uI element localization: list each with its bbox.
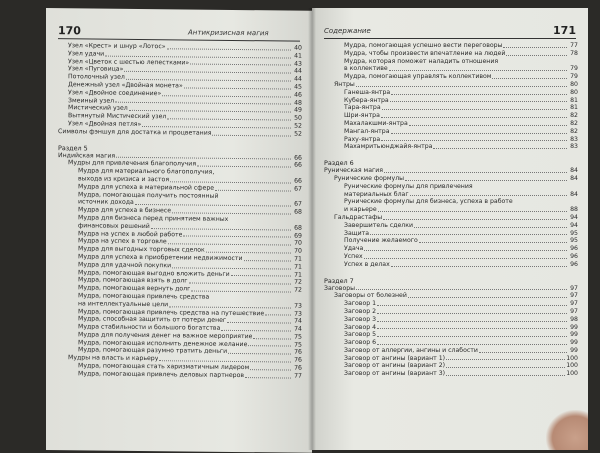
toc-entry-page: 71 bbox=[294, 255, 302, 263]
toc-entry-page: 73 bbox=[294, 302, 302, 310]
dot-leader bbox=[377, 321, 567, 322]
dot-leader bbox=[377, 344, 567, 345]
dot-leader bbox=[162, 95, 291, 97]
dot-leader bbox=[190, 64, 291, 66]
toc-entry-title: Заговор от ангины (вариант 2) bbox=[344, 362, 446, 370]
toc-entry-title: Мудра, помогающая разумно тратить деньги bbox=[78, 346, 228, 356]
open-book bbox=[46, 8, 588, 450]
toc-entry-page: 82 bbox=[570, 112, 578, 120]
dot-leader bbox=[183, 236, 291, 238]
toc-entry-page: 70 bbox=[294, 239, 302, 248]
toc-entry-title: Рунические формулы для бизнеса, успеха в работе bbox=[344, 198, 513, 206]
toc-entry bbox=[324, 73, 578, 81]
toc-entry-title: Гальдрастафы bbox=[334, 213, 383, 221]
toc-entry bbox=[324, 143, 578, 151]
toc-entry-title: Заговор 5 bbox=[344, 331, 377, 339]
toc-entry-page: 100 bbox=[566, 362, 578, 370]
toc-entry-page: 96 bbox=[570, 245, 578, 253]
toc-entry-page: 40 bbox=[294, 44, 302, 52]
dot-leader bbox=[377, 305, 567, 306]
toc-entry bbox=[324, 339, 578, 347]
toc-entry bbox=[324, 128, 578, 136]
toc-entry bbox=[324, 97, 578, 105]
toc-entry-title: Мудра, помогающая взять в долг bbox=[78, 276, 188, 285]
toc-entry-title: Получение желаемого bbox=[344, 237, 418, 245]
toc-entry-page: 70 bbox=[294, 247, 302, 255]
page-number: 170 bbox=[58, 24, 81, 38]
toc-entry-title: Мудра, способная защитить от потери денег bbox=[78, 315, 227, 325]
toc-entry-page: 67 bbox=[294, 185, 302, 193]
dot-leader bbox=[378, 211, 567, 212]
toc-entry-page: 45 bbox=[294, 83, 302, 91]
dot-leader bbox=[184, 87, 291, 89]
toc-entry-page: 88 bbox=[570, 206, 578, 214]
toc-entry bbox=[324, 58, 578, 66]
dot-leader bbox=[390, 101, 567, 102]
toc-entry-title: Мудра на успех в любой работе bbox=[78, 229, 183, 238]
toc-entry-page: 81 bbox=[570, 96, 578, 104]
toc-entry-page: 95 bbox=[570, 229, 578, 237]
dot-leader bbox=[370, 234, 567, 235]
running-title: Антикризисная магия bbox=[188, 28, 269, 38]
toc-entry-title: Мудра для успеха в материальной сфере bbox=[78, 183, 215, 192]
toc-entry bbox=[324, 237, 578, 245]
spacer bbox=[324, 151, 578, 159]
toc-entry-title: Успех bbox=[344, 252, 363, 260]
toc-entry-title: Мудра, чтобы произвести впечатление на людей bbox=[344, 49, 506, 57]
toc-entry-page: 66 bbox=[294, 161, 302, 170]
toc-entry-page: 81 bbox=[570, 104, 578, 112]
toc-entry-title: Махалакшми-янтра bbox=[344, 119, 408, 127]
toc-entry-title: Мудра стабильности и большого богатства bbox=[78, 323, 221, 332]
toc-entry-page: 96 bbox=[570, 252, 578, 260]
dot-leader bbox=[377, 313, 567, 314]
toc-entry-page: 99 bbox=[570, 331, 578, 339]
toc-entry-title: Рунические формулы для привлечения bbox=[344, 182, 473, 190]
toc-entry-title: на интеллектуальные цели bbox=[78, 300, 169, 308]
toc-entry bbox=[58, 370, 302, 380]
dot-leader bbox=[197, 166, 291, 168]
toc-entry-page: 100 bbox=[566, 354, 578, 362]
toc-entry-title: Узел «Двойная петля» bbox=[68, 120, 142, 128]
toc-entry bbox=[324, 206, 578, 214]
toc-entry-page: 82 bbox=[570, 127, 578, 135]
dot-leader bbox=[410, 195, 567, 196]
toc-entry-page: 72 bbox=[294, 286, 302, 294]
dot-leader bbox=[405, 180, 567, 181]
toc-entry-page: 100 bbox=[566, 370, 578, 378]
dot-leader bbox=[356, 289, 567, 290]
toc-entry-title: Мудра, помогающая привлечь средства на путешествие bbox=[78, 307, 265, 317]
toc-entry-page: 84 bbox=[570, 174, 578, 182]
toc-entry-title: Мудра для успеха в бизнесе bbox=[78, 206, 172, 215]
dot-leader bbox=[191, 290, 291, 292]
dot-leader bbox=[364, 250, 567, 251]
dot-leader bbox=[142, 126, 291, 129]
toc-entry-title: Мудра на успех в торговле bbox=[78, 237, 167, 246]
dot-leader bbox=[159, 360, 291, 362]
dot-leader bbox=[419, 242, 567, 243]
spacer bbox=[324, 269, 578, 277]
left-page-header bbox=[58, 20, 300, 42]
toc-entry-title: Заговор 1 bbox=[344, 300, 377, 308]
toc-entry-title: Мудра для удачной покупки bbox=[78, 261, 172, 270]
toc-entry-page: 97 bbox=[570, 292, 578, 300]
toc-entry-title: Заговор 3 bbox=[344, 315, 377, 323]
dot-leader bbox=[212, 134, 291, 136]
toc-entry-title: Заговор от ангины (вариант 1) bbox=[344, 354, 446, 362]
toc-entry-title: Руническая магия bbox=[324, 167, 383, 175]
dot-leader bbox=[506, 55, 567, 56]
toc-entry bbox=[324, 347, 578, 355]
toc-entry bbox=[324, 175, 578, 183]
toc-entry-title: Вытянутый Мистический узел bbox=[68, 112, 167, 121]
toc-entry-page: 97 bbox=[570, 307, 578, 315]
dot-leader bbox=[189, 283, 291, 285]
toc-entry-page: 73 bbox=[294, 310, 302, 318]
toc-entry-title: Мистический узел bbox=[68, 104, 128, 113]
toc-entry-title: материальных благ bbox=[344, 190, 409, 198]
toc-entry bbox=[324, 362, 578, 370]
toc-entry-title: Янтры bbox=[334, 80, 355, 88]
toc-entry bbox=[324, 50, 578, 58]
toc-entry-title: Символы фэншуя для достатка и процветания bbox=[58, 127, 212, 137]
toc-entry-title: Шри-янтра bbox=[344, 112, 380, 120]
dot-leader bbox=[356, 86, 567, 87]
toc-entry-title: Индийская магия bbox=[58, 151, 116, 160]
toc-entry-title: Тара-янтра bbox=[344, 104, 381, 112]
toc-entry bbox=[324, 300, 578, 308]
dot-leader bbox=[265, 315, 291, 316]
toc-entry-page: 99 bbox=[570, 323, 578, 331]
toc-entry-page: 83 bbox=[570, 135, 578, 143]
dot-leader bbox=[228, 353, 291, 355]
toc-entry bbox=[324, 253, 578, 261]
toc-entry-page: 99 bbox=[570, 346, 578, 354]
toc-entry-title: Мудра, помогающая управлять коллективом bbox=[344, 73, 492, 81]
toc-entry-page: 76 bbox=[294, 356, 302, 364]
toc-entry-page: 75 bbox=[294, 341, 302, 349]
toc-entry-title: Мудра, помогающая получить постоянный bbox=[78, 190, 219, 200]
toc-entry-page: 49 bbox=[294, 106, 302, 115]
toc-entry bbox=[324, 331, 578, 339]
dot-leader bbox=[503, 47, 567, 48]
dot-leader bbox=[377, 336, 567, 337]
toc-entry-title: Мудра, помогающая успешно вести переговоры bbox=[344, 42, 503, 49]
toc-entry bbox=[324, 42, 578, 50]
toc-entry-title: Заговор от аллергии, ангины и слабости bbox=[344, 346, 478, 354]
right-page bbox=[312, 8, 588, 450]
toc-entry-title: Мудра, помогающая привлечь деловых партнеров bbox=[78, 370, 245, 379]
toc-entry-page: 72 bbox=[294, 278, 302, 286]
toc-entry-page: 74 bbox=[294, 325, 302, 333]
dot-leader bbox=[215, 189, 291, 191]
toc-entry-page: 68 bbox=[294, 224, 302, 232]
dot-leader bbox=[383, 219, 567, 220]
toc-entry bbox=[324, 370, 578, 378]
dot-leader bbox=[381, 117, 567, 118]
toc-entry-page: 99 bbox=[570, 339, 578, 347]
toc-entry-title: Завершитель сделки bbox=[344, 221, 414, 229]
toc-entry bbox=[324, 316, 578, 324]
dot-leader bbox=[167, 118, 291, 120]
toc-entry bbox=[324, 191, 578, 199]
toc-entry-page: 79 bbox=[570, 65, 578, 73]
toc-entry-page: 78 bbox=[570, 49, 578, 57]
toc-entry-title: Заговор 6 bbox=[344, 339, 377, 347]
toc-entry bbox=[324, 355, 578, 363]
toc-entry-title: Махамритьюнджайя-янтра bbox=[344, 143, 433, 151]
toc-entry bbox=[324, 112, 578, 120]
dot-leader bbox=[151, 228, 291, 230]
dot-leader bbox=[446, 359, 565, 360]
toc-entry-title: Удача bbox=[344, 245, 364, 253]
toc-entry-page: 71 bbox=[294, 271, 302, 279]
toc-entry-title: источник дохода bbox=[78, 198, 134, 207]
dot-leader bbox=[382, 109, 567, 110]
toc-entry-page: 83 bbox=[570, 143, 578, 151]
toc-entry-page: 71 bbox=[294, 263, 302, 271]
toc-entry-page: 77 bbox=[570, 42, 578, 49]
toc-entry-page: 48 bbox=[294, 99, 302, 107]
dot-leader bbox=[169, 306, 291, 308]
toc-entry bbox=[324, 89, 578, 97]
toc-entry bbox=[324, 136, 578, 144]
dot-leader bbox=[221, 330, 291, 332]
toc-entry-page: 94 bbox=[570, 213, 578, 221]
toc-entry-title: Узел «Двойное соединение» bbox=[68, 89, 162, 97]
dot-leader bbox=[377, 328, 567, 329]
toc-entry-title: Мудра для выгодных торговых сделок bbox=[78, 245, 205, 254]
toc-entry bbox=[324, 120, 578, 128]
toc-entry-page: 80 bbox=[570, 80, 578, 88]
section-heading: Раздел 5 bbox=[58, 143, 88, 152]
toc-entry-title: и карьере bbox=[344, 206, 377, 214]
toc-entry bbox=[324, 104, 578, 112]
dot-leader bbox=[253, 338, 291, 339]
toc-entry-page: 74 bbox=[294, 317, 302, 325]
toc-entry-page: 97 bbox=[570, 300, 578, 308]
toc-entry-title: Мудры на власть и карьеру bbox=[68, 354, 159, 363]
toc-list bbox=[58, 42, 302, 380]
dot-leader bbox=[245, 377, 291, 378]
toc-entry-title: Узел «Цветок с шестью лепестками» bbox=[68, 57, 190, 67]
toc-entry-title: в коллективе bbox=[344, 65, 388, 73]
toc-entry bbox=[324, 292, 578, 300]
left-page bbox=[46, 8, 312, 453]
toc-list bbox=[324, 42, 578, 378]
toc-entry-title: Защита bbox=[344, 229, 370, 237]
toc-entry-title: Змеиный узел bbox=[68, 96, 115, 105]
toc-entry-title: Мудра для бизнеса перед принятием важных bbox=[78, 214, 229, 223]
toc-entry-page: 52 bbox=[294, 122, 302, 130]
toc-entry-title: Мудра, помогающая исполнить денежное желание bbox=[78, 339, 248, 348]
toc-entry-title: Успех в делах bbox=[344, 260, 390, 268]
toc-entry bbox=[324, 261, 578, 269]
book-gutter bbox=[308, 8, 316, 450]
toc-entry bbox=[324, 222, 578, 230]
dot-leader bbox=[227, 322, 291, 324]
dot-leader bbox=[206, 252, 291, 254]
toc-entry-title: Заговор 4 bbox=[344, 323, 377, 331]
toc-entry bbox=[324, 65, 578, 73]
toc-entry bbox=[324, 230, 578, 238]
dot-leader bbox=[446, 375, 565, 376]
toc-entry bbox=[324, 308, 578, 316]
toc-entry-page: 82 bbox=[570, 119, 578, 127]
dot-leader bbox=[170, 181, 291, 183]
toc-entry-page: 97 bbox=[570, 284, 578, 292]
toc-entry-page: 77 bbox=[294, 372, 302, 380]
toc-entry-page: 44 bbox=[294, 67, 302, 76]
toc-entry-title: Мудра, помогающая стать харизматичным лидером bbox=[78, 362, 250, 372]
toc-entry-title: Раху-янтра bbox=[344, 135, 381, 143]
toc-entry-title: Мудры для привлечения благополучия bbox=[68, 159, 197, 168]
toc-entry-page: 84 bbox=[570, 190, 578, 198]
section-heading: Раздел 6 bbox=[324, 159, 354, 168]
running-title: Содержание bbox=[324, 27, 371, 35]
page-number: 171 bbox=[553, 24, 576, 37]
toc-entry-title: Мудра, помогающая вернуть долг bbox=[78, 284, 191, 293]
dot-leader bbox=[446, 367, 565, 368]
toc-entry-title: Узел удачи bbox=[68, 50, 105, 58]
toc-entry-title: Рунические формулы bbox=[334, 174, 405, 182]
toc-entry bbox=[324, 245, 578, 253]
toc-entry-title: Мудра, помогающая выгодно вложить деньги bbox=[78, 268, 230, 278]
dot-leader bbox=[391, 94, 567, 95]
toc-entry-title: Мангал-янтра bbox=[344, 127, 390, 135]
toc-entry-page: 66 bbox=[294, 154, 302, 162]
toc-entry-page: 76 bbox=[294, 364, 302, 372]
dot-leader bbox=[479, 352, 567, 353]
toc-entry-title: Заговоры bbox=[324, 284, 356, 292]
toc-entry bbox=[324, 285, 578, 293]
toc-entry-title: финансовых решений bbox=[78, 222, 150, 230]
toc-entry-title: Мудра для успеха в приобретении недвижимости bbox=[78, 253, 243, 262]
dot-leader bbox=[248, 346, 291, 347]
toc-entry-title: Мудра, которая поможет наладить отношения bbox=[344, 57, 499, 65]
toc-entry-page: 80 bbox=[570, 88, 578, 96]
dot-leader bbox=[172, 212, 291, 214]
toc-entry-page: 66 bbox=[294, 177, 302, 185]
toc-entry-page: 98 bbox=[570, 315, 578, 323]
toc-entry-page: 67 bbox=[294, 200, 302, 209]
toc-entry-title: Заговор от ангины (вариант 3) bbox=[344, 370, 446, 378]
toc-entry-title: Кубера-янтра bbox=[344, 96, 389, 104]
toc-entry-page: 41 bbox=[294, 52, 302, 60]
toc-entry bbox=[324, 324, 578, 332]
dot-leader bbox=[391, 266, 567, 267]
toc-entry-title: Заговоры от болезней bbox=[334, 292, 407, 300]
dot-leader bbox=[414, 227, 567, 228]
dot-leader bbox=[167, 48, 291, 50]
toc-entry-title: Мудра, помогающая привлечь средства bbox=[78, 292, 210, 301]
thumb bbox=[546, 410, 588, 450]
toc-entry-page: 44 bbox=[294, 75, 302, 83]
toc-entry-title: Заговор 2 bbox=[344, 307, 377, 315]
toc-entry-page: 50 bbox=[294, 114, 302, 122]
dot-leader bbox=[172, 267, 291, 269]
toc-entry-title: Узел «Крест» и шнур «Лотос» bbox=[68, 42, 166, 51]
toc-entry-page: 94 bbox=[570, 221, 578, 229]
dot-leader bbox=[250, 369, 291, 370]
toc-entry-page: 43 bbox=[294, 60, 302, 68]
toc-entry bbox=[324, 81, 578, 89]
toc-entry-page: 52 bbox=[294, 130, 302, 138]
toc-entry-title: Мудра для материального благополучия, bbox=[78, 167, 215, 176]
toc-entry-page: 79 bbox=[570, 73, 578, 81]
dot-leader bbox=[381, 140, 567, 141]
toc-entry-title: выхода из кризиса и застоя bbox=[78, 175, 170, 184]
dot-leader bbox=[364, 258, 567, 259]
toc-entry-title: Денежный узел «Двойная монета» bbox=[68, 81, 183, 90]
toc-entry bbox=[324, 183, 578, 191]
toc-entry-page: 96 bbox=[570, 260, 578, 268]
toc-entry-page: 68 bbox=[294, 208, 302, 216]
toc-entry bbox=[324, 214, 578, 222]
right-page-header bbox=[324, 20, 576, 39]
toc-entry-page: 69 bbox=[294, 232, 302, 240]
dot-leader bbox=[433, 148, 567, 149]
toc-entry-title: Мудра для получения денег на важное мероприятие bbox=[78, 331, 253, 341]
toc-entry bbox=[324, 198, 578, 206]
dot-leader bbox=[135, 204, 291, 207]
dot-leader bbox=[408, 297, 567, 298]
dot-leader bbox=[384, 172, 567, 173]
toc-entry-title: Узел «Пуговица» bbox=[68, 65, 124, 74]
dot-leader bbox=[168, 243, 291, 245]
dot-leader bbox=[244, 260, 291, 261]
toc-entry-page: 46 bbox=[294, 91, 302, 99]
dot-leader bbox=[391, 133, 568, 134]
section-heading: Раздел 7 bbox=[324, 276, 354, 285]
dot-leader bbox=[389, 70, 567, 71]
toc-entry bbox=[324, 167, 578, 175]
toc-entry-title: Ганеша-янтра bbox=[344, 88, 391, 96]
toc-entry-page: 84 bbox=[570, 167, 578, 175]
dot-leader bbox=[409, 125, 567, 126]
dot-leader bbox=[492, 78, 567, 79]
toc-entry-page: 75 bbox=[294, 333, 302, 341]
toc-entry-page: 76 bbox=[294, 349, 302, 357]
toc-entry-title: Потолочный узел bbox=[68, 73, 125, 82]
toc-entry-page: 95 bbox=[570, 237, 578, 245]
dot-leader bbox=[231, 275, 291, 277]
